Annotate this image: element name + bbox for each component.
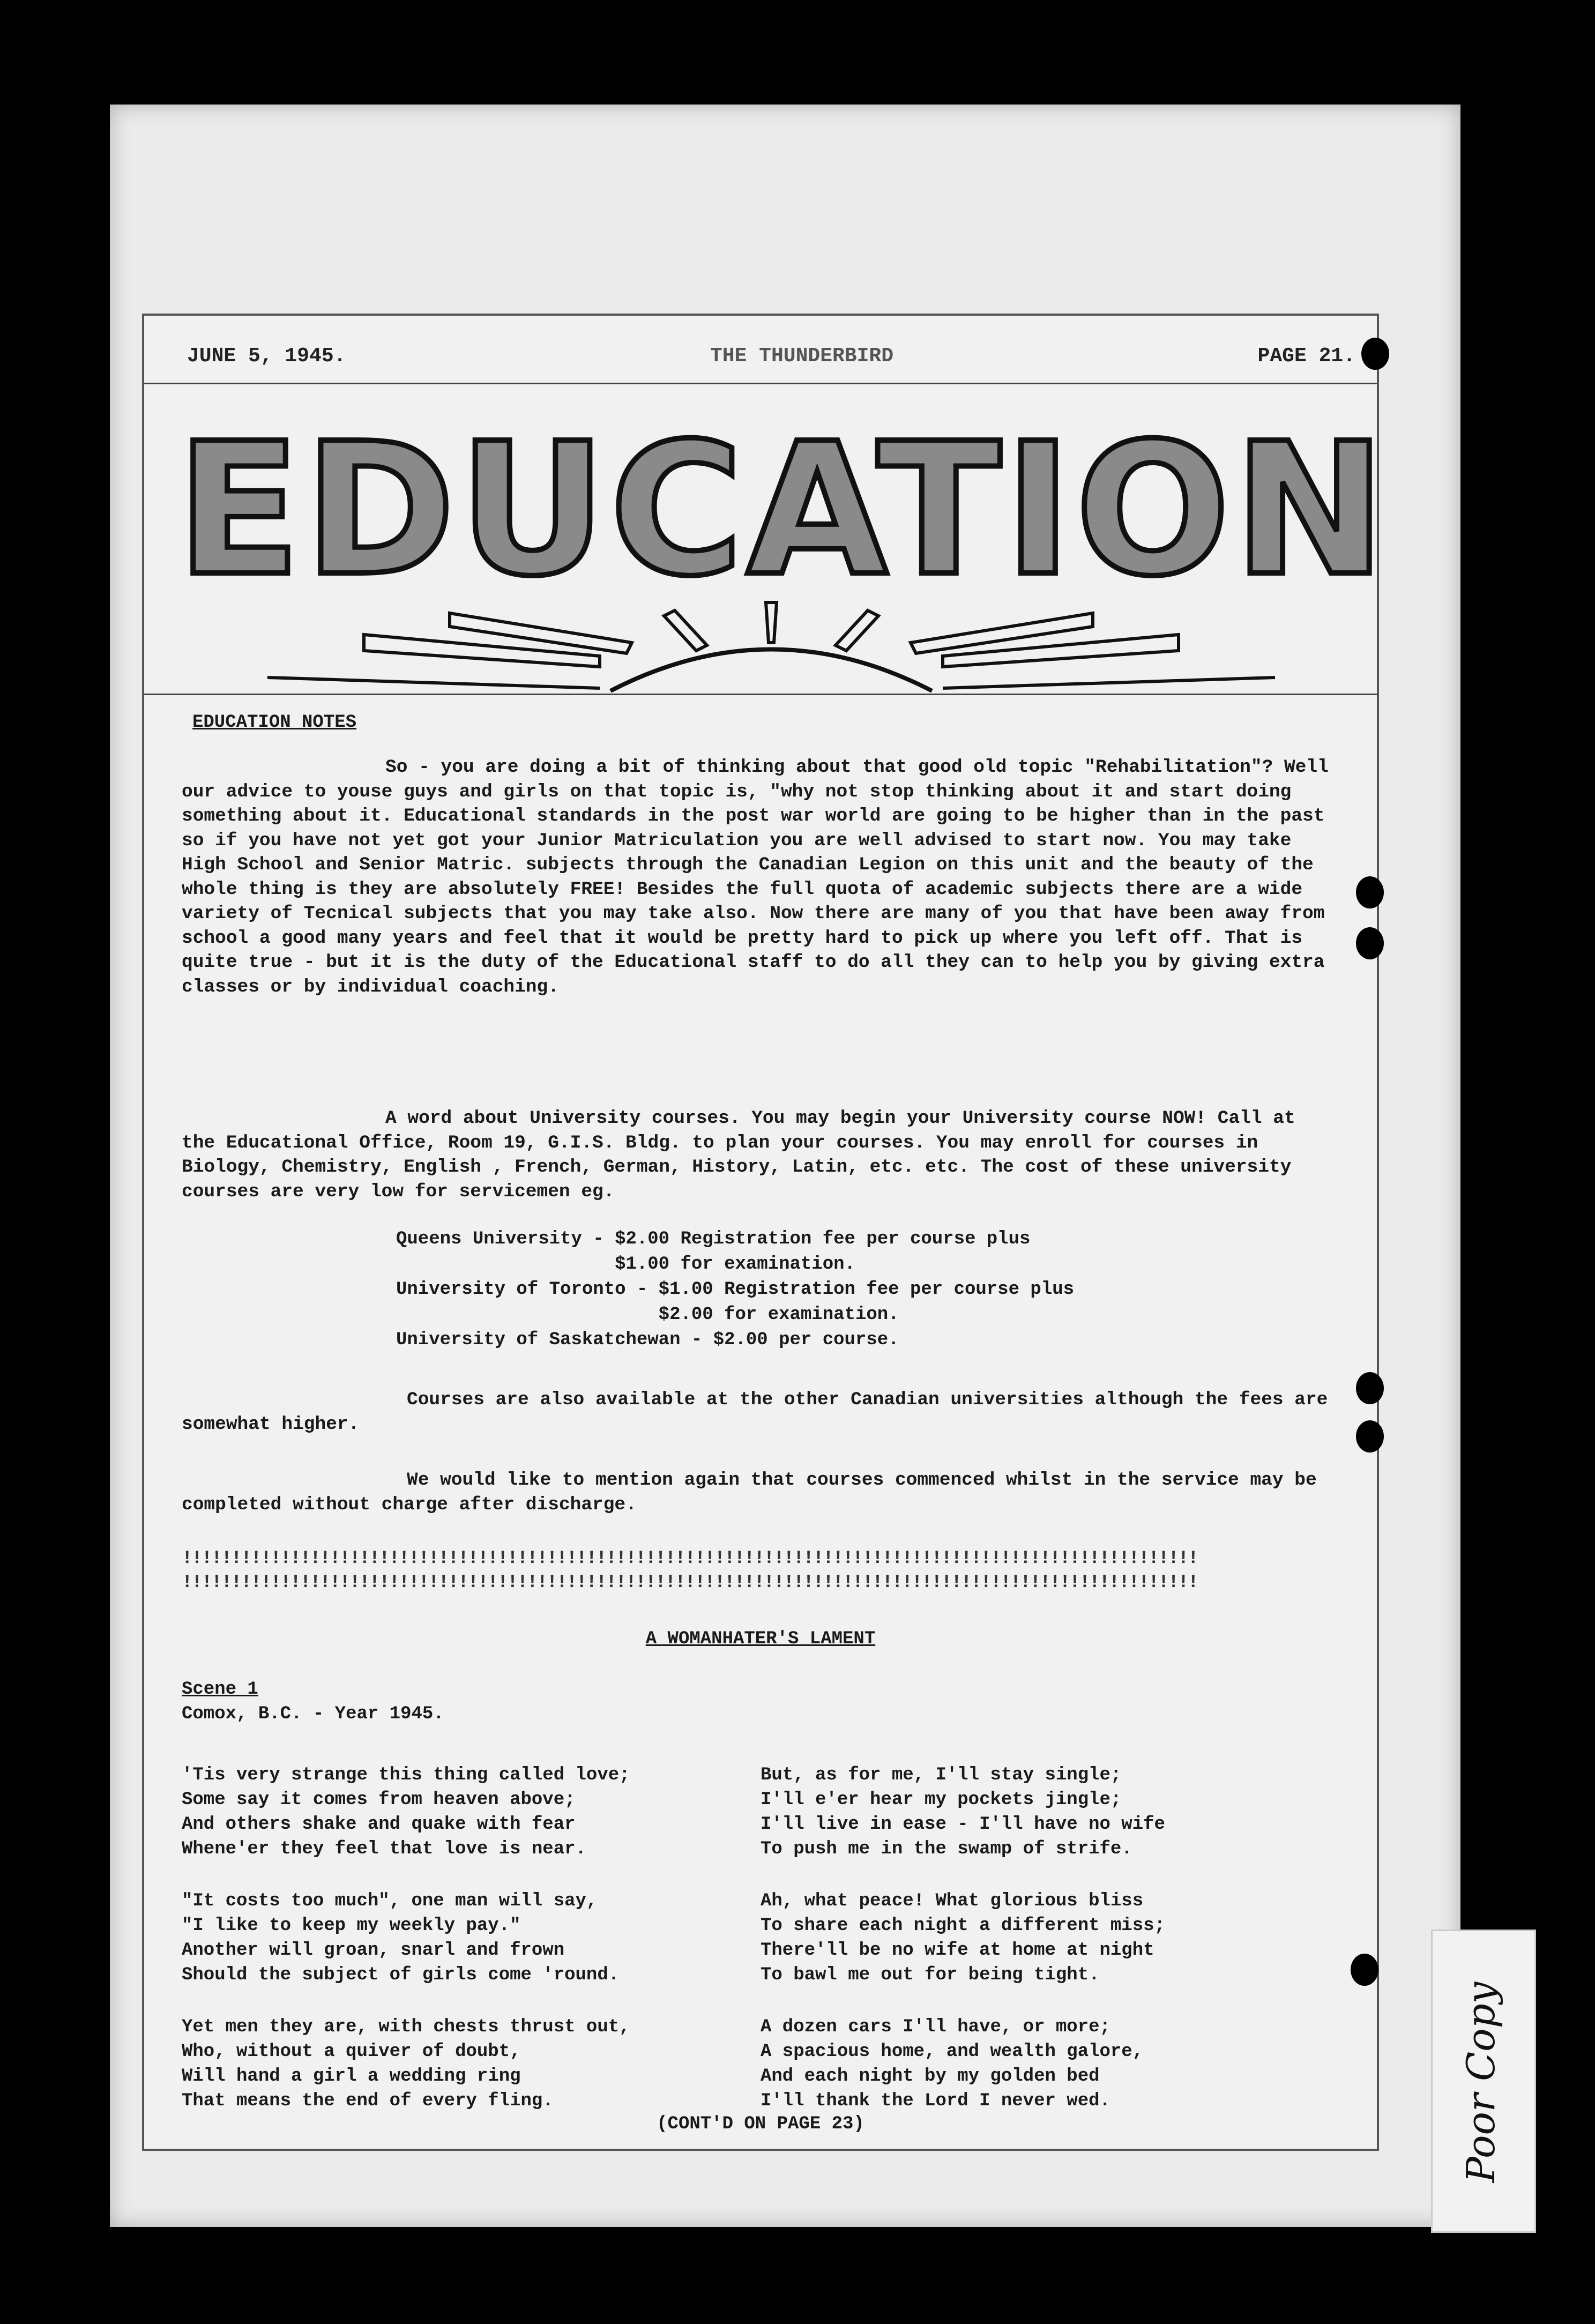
- scene-title: Scene 1: [182, 1679, 258, 1700]
- paragraph-rehabilitation: So - you are doing a bit of thinking about that good old topic "Rehabilitation"? Well our advice to youse guys and girls on that topic is, "why not stop thinking about it and start doing something about it. Educational standards in the post war world are going to be higher than in the past so if you have not yet got your Junior Matriculation you are well advised to start now. You may take High School and Senior Matric. subjects through the Canadian Legion on this unit and the beauty of the whole thing is they are absolutely FREE! Besides the full quota of academic subjects there are a wide variety of Tecnical subjects that you may take also. Now there are many of you that have been away from school a good many years and feel that it would be pretty hard to pick up where you left off. That is quite true - but it is the duty of the Educational staff to do all they can to help you by giving extra classes or by individual coaching.: [182, 757, 1340, 997]
- header-rule: [144, 383, 1377, 384]
- poem-line: Another will groan, snarl and frown: [182, 1940, 565, 1961]
- publication-name: THE THUNDERBIRD: [710, 344, 894, 368]
- poem-line: There'll be no wife at home at night: [761, 1940, 1154, 1961]
- poem-line: But, as for me, I'll stay single;: [761, 1765, 1122, 1785]
- stanza-right-2: [761, 1889, 1165, 1987]
- punch-hole: [1356, 1372, 1384, 1404]
- fee-line: $2.00 for examination.: [396, 1305, 899, 1325]
- poem-title: A WOMANHATER'S LAMENT: [645, 1629, 876, 1649]
- paragraph-university-courses: A word about University courses. You may begin your University course NOW! Call at the Educational Office, Room 19, G.I.S. Bldg. to plan your courses. You may enroll for courses in Biology, Chemistry, English , French, German, History, Latin, etc. etc. The cost of these university courses are very low for servicemen eg.: [182, 1108, 1307, 1202]
- poem-line: Whene'er they feel that love is near.: [182, 1839, 586, 1859]
- stanza-left-3: [182, 2015, 630, 2113]
- poem-line: I'll thank the Lord I never wed.: [761, 2091, 1110, 2111]
- stanza-left-2: [182, 1889, 619, 1987]
- newsletter-page: [142, 314, 1389, 2151]
- university-fee-list: [396, 1227, 1074, 1353]
- poem-line: Who, without a quiver of doubt,: [182, 2042, 521, 2062]
- stanza-left-1: [182, 1763, 630, 1861]
- scene-heading: [182, 1677, 444, 1726]
- poem-line: A spacious home, and wealth galore,: [761, 2042, 1144, 2062]
- page-number: PAGE 21.: [1257, 344, 1355, 368]
- fee-line: University of Saskatchewan - $2.00 per course.: [396, 1330, 899, 1350]
- punch-hole: [1351, 1954, 1378, 1986]
- poem-line: "It costs too much", one man will say,: [182, 1891, 598, 1911]
- poem-line: I'll e'er hear my pockets jingle;: [761, 1790, 1122, 1810]
- poem-line: To push me in the swamp of strife.: [761, 1839, 1132, 1859]
- stanza-right-1: [761, 1763, 1165, 1861]
- document-sheet: [110, 105, 1460, 2227]
- continued-note: (CONT'D ON PAGE 23): [657, 2114, 864, 2134]
- fee-line: $1.00 for examination.: [396, 1254, 855, 1275]
- poem-line: A dozen cars I'll have, or more;: [761, 2017, 1110, 2037]
- punch-hole: [1356, 1420, 1384, 1452]
- poem-line: And others shake and quake with fear: [182, 1814, 576, 1835]
- punch-hole: [1356, 927, 1384, 959]
- poem-line: To bawl me out for being tight.: [761, 1965, 1100, 1985]
- masthead-rule: [144, 694, 1377, 695]
- issue-date: JUNE 5, 1945.: [187, 344, 346, 368]
- poem-line: 'Tis very strange this thing called love;: [182, 1765, 630, 1785]
- archive-note-text: Poor Copy: [1458, 1982, 1503, 2183]
- scene-place: Comox, B.C. - Year 1945.: [182, 1704, 444, 1724]
- fee-line: University of Toronto - $1.00 Registration fee per course plus: [396, 1279, 1075, 1300]
- poem-line: "I like to keep my weekly pay.": [182, 1916, 521, 1936]
- poem-line: Will hand a girl a wedding ring: [182, 2066, 521, 2087]
- poem-line: Ah, what peace! What glorious bliss: [761, 1891, 1144, 1911]
- punch-hole: [1356, 876, 1384, 908]
- masthead-title: EDUCATION: [176, 404, 1389, 616]
- poem-line: Should the subject of girls come 'round.: [182, 1965, 620, 1985]
- page-header: [187, 337, 1355, 375]
- section-label: EDUCATION NOTES: [192, 712, 357, 733]
- separator-row: !!!!!!!!!!!!!!!!!!!!!!!!!!!!!!!!!!!!!!!!!!!!!!!!!!!!!!!!!!!!!!!!!!!!!!!!!!!!!!!!!!!!!!!!!!!!!!!!!!!!!!!: [182, 1548, 1198, 1569]
- poem-line: That means the end of every fling.: [182, 2091, 554, 2111]
- poem-line: And each night by my golden bed: [761, 2066, 1100, 2087]
- stanza-right-3: [761, 2015, 1143, 2113]
- paragraph-other-universities: Courses are also available at the other Canadian universities although the fees are somewhat higher.: [182, 1389, 1339, 1435]
- archive-note-tag: [1431, 1930, 1536, 2233]
- masthead: [160, 399, 1389, 667]
- paragraph-discharge: We would like to mention again that courses commenced whilst in the service may be completed without charge after discharge.: [182, 1470, 1328, 1515]
- punch-hole: [1361, 338, 1389, 370]
- poem-line: Some say it comes from heaven above;: [182, 1790, 576, 1810]
- fee-line: Queens University - $2.00 Registration fee per course plus: [396, 1229, 1031, 1249]
- poem-line: Yet men they are, with chests thrust out,: [182, 2017, 630, 2037]
- separator-row: !!!!!!!!!!!!!!!!!!!!!!!!!!!!!!!!!!!!!!!!!!!!!!!!!!!!!!!!!!!!!!!!!!!!!!!!!!!!!!!!!!!!!!!!!!!!!!!!!!!!!!!: [182, 1573, 1198, 1593]
- poem-line: To share each night a different miss;: [761, 1916, 1165, 1936]
- poem-line: I'll live in ease - I'll have no wife: [761, 1814, 1165, 1835]
